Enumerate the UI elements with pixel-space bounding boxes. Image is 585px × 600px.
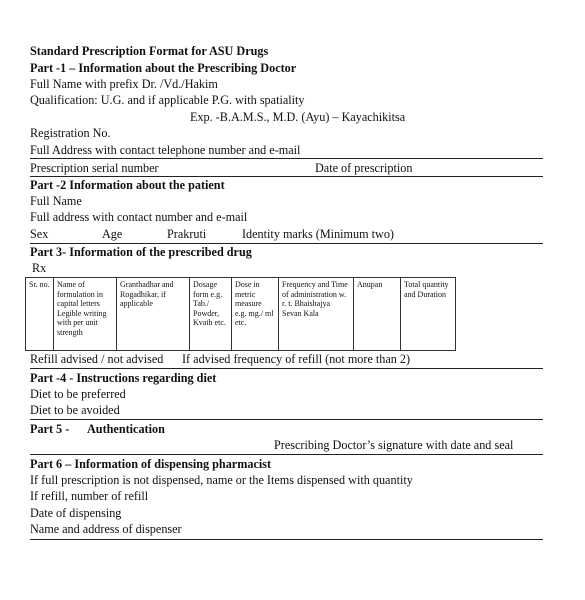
doctor-address: Full Address with contact telephone number and e-mail — [30, 143, 301, 157]
patient-full-name: Full Name — [30, 194, 82, 208]
partial-dispense: If full prescription is not dispensed, name or the Items dispensed with quantity — [30, 473, 413, 487]
part4-heading: Part -4 - Instructions regarding diet — [30, 371, 217, 385]
column-header-dosage-form: Dosage form e.g. Tab./ Powder, Kvath etc. — [190, 278, 232, 351]
divider — [30, 539, 543, 540]
column-header-frequency: Frequency and Time of administration w. r. t. Bhaishajya Sevan Kala — [279, 278, 354, 351]
rx-symbol: Rx — [32, 261, 47, 275]
patient-identity-marks: Identity marks (Minimum two) — [242, 227, 394, 241]
divider — [30, 176, 543, 177]
qualification-example: Exp. -B.A.M.S., M.D. (Ayu) – Kayachikitsa — [190, 110, 406, 124]
part3-heading: Part 3- Information of the prescribed drug — [30, 245, 252, 259]
drug-table — [25, 277, 456, 351]
part5-heading: Part 5 - — [30, 422, 70, 436]
refill-advised: Refill advised / not advised — [30, 352, 164, 366]
column-header-formulation: Name of formulation in capital letters Legible writing with per unit strength — [54, 278, 117, 351]
doctor-full-name: Full Name with prefix Dr. /Vd./Hakim — [30, 77, 218, 91]
dispensing-date: Date of dispensing — [30, 506, 122, 520]
patient-sex: Sex — [30, 227, 49, 241]
table-row — [26, 278, 456, 351]
divider — [30, 454, 543, 455]
authentication-heading: Authentication — [87, 422, 165, 436]
divider — [30, 419, 543, 420]
divider — [30, 158, 543, 159]
diet-avoided: Diet to be avoided — [30, 403, 120, 417]
refill-number: If refill, number of refill — [30, 489, 149, 503]
column-header-quantity-duration: Total quantity and Duration — [401, 278, 456, 351]
patient-prakruti: Prakruti — [167, 227, 207, 241]
part1-heading: Part -1 – Information about the Prescribing Doctor — [30, 61, 297, 75]
column-header-sr-no: Sr. no. — [26, 278, 54, 351]
form-title: Standard Prescription Format for ASU Drugs — [30, 44, 269, 58]
diet-preferred: Diet to be preferred — [30, 387, 126, 401]
registration-number: Registration No. — [30, 126, 111, 140]
prescription-date: Date of prescription — [315, 161, 413, 175]
divider — [30, 243, 543, 244]
prescription-serial-number: Prescription serial number — [30, 161, 159, 175]
part6-heading: Part 6 – Information of dispensing pharmacist — [30, 457, 272, 471]
part2-heading: Part -2 Information about the patient — [30, 178, 225, 192]
column-header-dose: Dose in metric measure e.g. mg./ ml etc. — [232, 278, 279, 351]
column-header-granthadhar: Granthadhar and Rogadhikar, if applicable — [117, 278, 190, 351]
dispenser-name-address: Name and address of dispenser — [30, 522, 182, 536]
refill-frequency: If advised frequency of refill (not more than 2) — [182, 352, 411, 366]
column-header-anupan: Anupan — [354, 278, 401, 351]
patient-address: Full address with contact number and e-mail — [30, 210, 248, 224]
doctor-signature: Prescribing Doctor’s signature with date and seal — [274, 438, 514, 452]
patient-age: Age — [102, 227, 123, 241]
doctor-qualification: Qualification: U.G. and if applicable P.G. with spatiality — [30, 93, 305, 107]
divider — [30, 368, 543, 369]
